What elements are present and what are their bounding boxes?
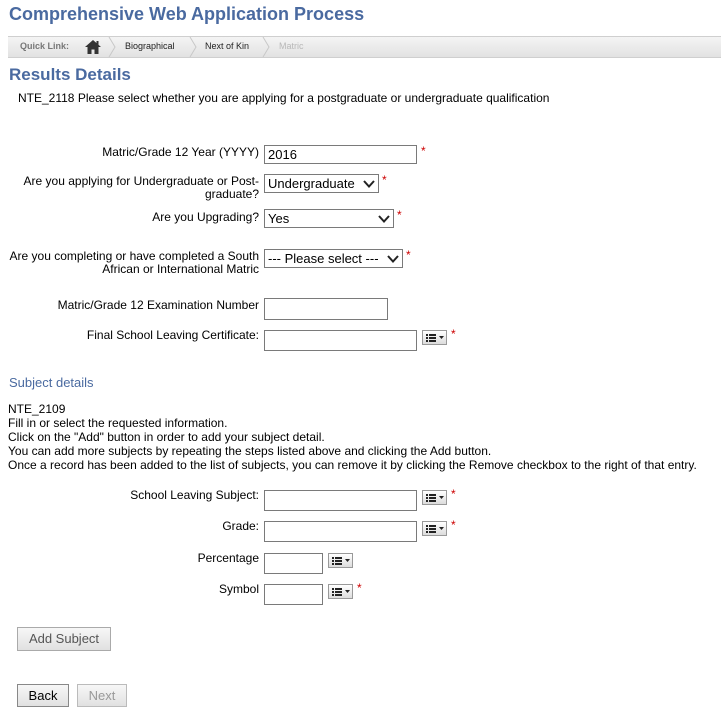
certificate-input[interactable]	[264, 330, 417, 351]
required-marker: *	[406, 248, 411, 262]
chevron-down-icon	[362, 179, 376, 189]
quick-link-label: Quick Link:	[20, 41, 70, 51]
quick-link-next-of-kin[interactable]: Next of Kin	[205, 41, 250, 51]
upgrading-select[interactable]	[264, 209, 394, 228]
matric-type-value: --- Please select ---	[268, 251, 379, 266]
certificate-lookup-button[interactable]	[422, 330, 447, 345]
symbol-label: Symbol	[218, 582, 259, 596]
subject-label: School Leaving Subject:	[130, 488, 259, 502]
qualification-level-label-line2: graduate?	[204, 187, 259, 201]
matric-type-label-line1: Are you completing or have completed a South	[9, 249, 259, 263]
qualification-level-value: Undergraduate	[268, 176, 355, 191]
instruction-line: Once a record has been added to the list of subjects, you can remove it by clicking the Remove checkbox to the right of that entry.	[8, 458, 697, 472]
page-note: NTE_2118 Please select whether you are applying for a postgraduate or undergraduate qualification	[18, 91, 550, 105]
certificate-label: Final School Leaving Certificate:	[86, 328, 259, 342]
matric-type-label	[0, 250, 259, 276]
matric-type-select[interactable]	[264, 249, 403, 268]
qualification-level-label-line1: Are you applying for Undergraduate or Post-	[23, 174, 259, 188]
required-marker: *	[397, 208, 402, 222]
grade-label: Grade:	[222, 519, 259, 533]
matric-year-label: Matric/Grade 12 Year (YYYY)	[102, 145, 259, 159]
matric-type-label-line2: African or International Matric	[102, 262, 259, 276]
subject-details-title: Subject details	[9, 375, 94, 390]
instruction-line: Fill in or select the requested information.	[8, 416, 228, 430]
next-button[interactable]: Next	[77, 684, 127, 707]
chevron-down-icon	[386, 254, 400, 264]
add-subject-button[interactable]: Add Subject	[17, 627, 111, 651]
instruction-line: NTE_2109	[8, 402, 66, 416]
upgrading-label: Are you Upgrading?	[152, 210, 259, 224]
home-icon[interactable]	[84, 38, 102, 56]
instruction-line: Click on the "Add" button in order to add your subject detail.	[8, 430, 325, 444]
breadcrumb-separator-icon	[262, 37, 270, 57]
exam-number-input[interactable]	[264, 298, 388, 320]
required-marker: *	[451, 518, 456, 532]
list-dropdown-icon	[423, 331, 446, 344]
upgrading-value: Yes	[268, 211, 290, 226]
breadcrumb-separator-icon	[189, 37, 197, 57]
app-title: Comprehensive Web Application Process	[9, 4, 365, 24]
list-dropdown-icon	[423, 491, 446, 504]
qualification-level-select[interactable]	[264, 174, 379, 193]
list-dropdown-icon	[329, 554, 352, 567]
list-dropdown-icon	[423, 522, 446, 535]
required-marker: *	[421, 144, 426, 158]
quick-link-matric: Matric	[279, 41, 304, 51]
symbol-lookup-button[interactable]	[328, 584, 353, 599]
grade-lookup-button[interactable]	[422, 521, 447, 536]
percentage-lookup-button[interactable]	[328, 553, 353, 568]
list-dropdown-icon	[329, 585, 352, 598]
required-marker: *	[451, 327, 456, 341]
back-button[interactable]: Back	[17, 684, 69, 707]
percentage-input[interactable]	[264, 553, 323, 574]
instruction-line: You can add more subjects by repeating the steps listed above and clicking the Add button.	[8, 444, 492, 458]
subject-input[interactable]	[264, 490, 417, 511]
matric-year-input[interactable]	[264, 145, 417, 164]
symbol-input[interactable]	[264, 584, 323, 605]
quick-link-biographical[interactable]: Biographical	[125, 41, 175, 51]
qualification-level-label	[10, 175, 259, 201]
chevron-down-icon	[377, 214, 391, 224]
subject-lookup-button[interactable]	[422, 490, 447, 505]
exam-number-label: Matric/Grade 12 Examination Number	[57, 298, 259, 312]
breadcrumb-separator-icon	[108, 37, 116, 57]
quick-link-bar	[8, 36, 721, 58]
percentage-label: Percentage	[197, 551, 259, 565]
required-marker: *	[451, 487, 456, 501]
grade-input[interactable]	[264, 521, 417, 542]
required-marker: *	[357, 581, 362, 595]
page-title: Results Details	[9, 65, 131, 84]
required-marker: *	[382, 173, 387, 187]
